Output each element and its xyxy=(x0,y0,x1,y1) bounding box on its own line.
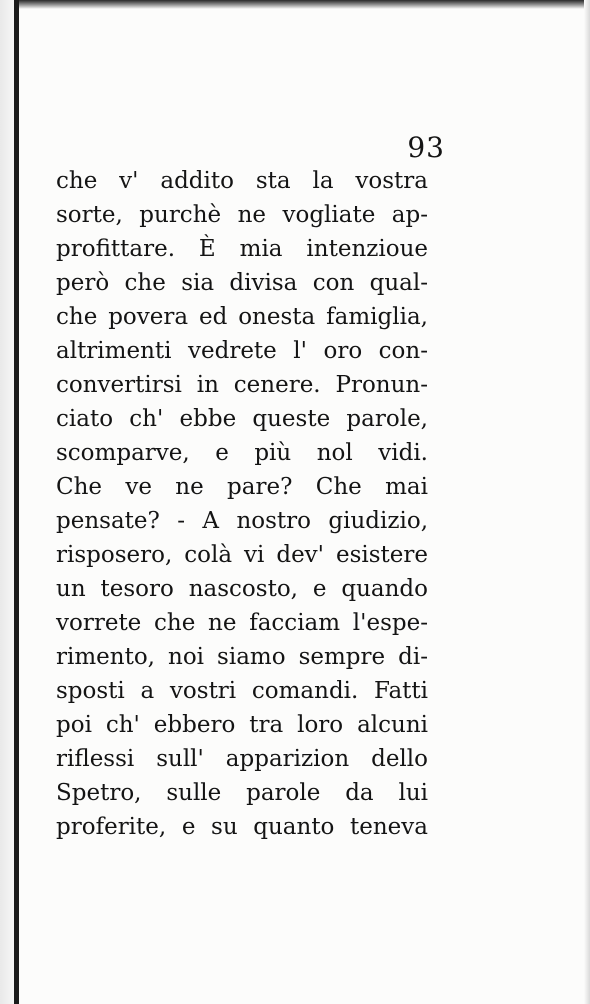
text-line: pensate? - A nostro giudizio, xyxy=(56,508,428,534)
page-top-edge xyxy=(0,0,590,9)
text-line: profittare. È mia intenzioue xyxy=(56,236,428,262)
text-line: Che ve ne pare? Che mai xyxy=(56,474,428,500)
text-line: altrimenti vedrete l' oro con- xyxy=(56,338,428,364)
page-right-edge xyxy=(584,0,590,1004)
text-line: un tesoro nascosto, e quando xyxy=(56,576,428,602)
text-line: Spetro, sulle parole da lui xyxy=(56,780,428,806)
text-line: sorte, purchè ne vogliate ap- xyxy=(56,202,428,228)
binding-line xyxy=(14,0,19,1004)
text-line: proferite, e su quanto teneva xyxy=(56,814,428,840)
page-number: 93 xyxy=(407,131,445,164)
text-line: riflessi sull' apparizion dello xyxy=(56,746,428,772)
text-line: poi ch' ebbero tra loro alcuni xyxy=(56,712,428,738)
binding-shadow xyxy=(0,0,14,1004)
text-line: sposti a vostri comandi. Fatti xyxy=(56,678,428,704)
body-text xyxy=(56,164,428,844)
text-line: che v' addito sta la vostra xyxy=(56,168,428,194)
text-line: vorrete che ne facciam l'espe- xyxy=(56,610,428,636)
text-line: però che sia divisa con qual- xyxy=(56,270,428,296)
text-line: rimento, noi siamo sempre di- xyxy=(56,644,428,670)
text-line: che povera ed onesta famiglia, xyxy=(56,304,428,330)
text-line: risposero, colà vi dev' esistere xyxy=(56,542,428,568)
text-line: scomparve, e più nol vidi. xyxy=(56,440,428,466)
text-line: ciato ch' ebbe queste parole, xyxy=(56,406,428,432)
text-line: convertirsi in cenere. Pronun- xyxy=(56,372,428,398)
